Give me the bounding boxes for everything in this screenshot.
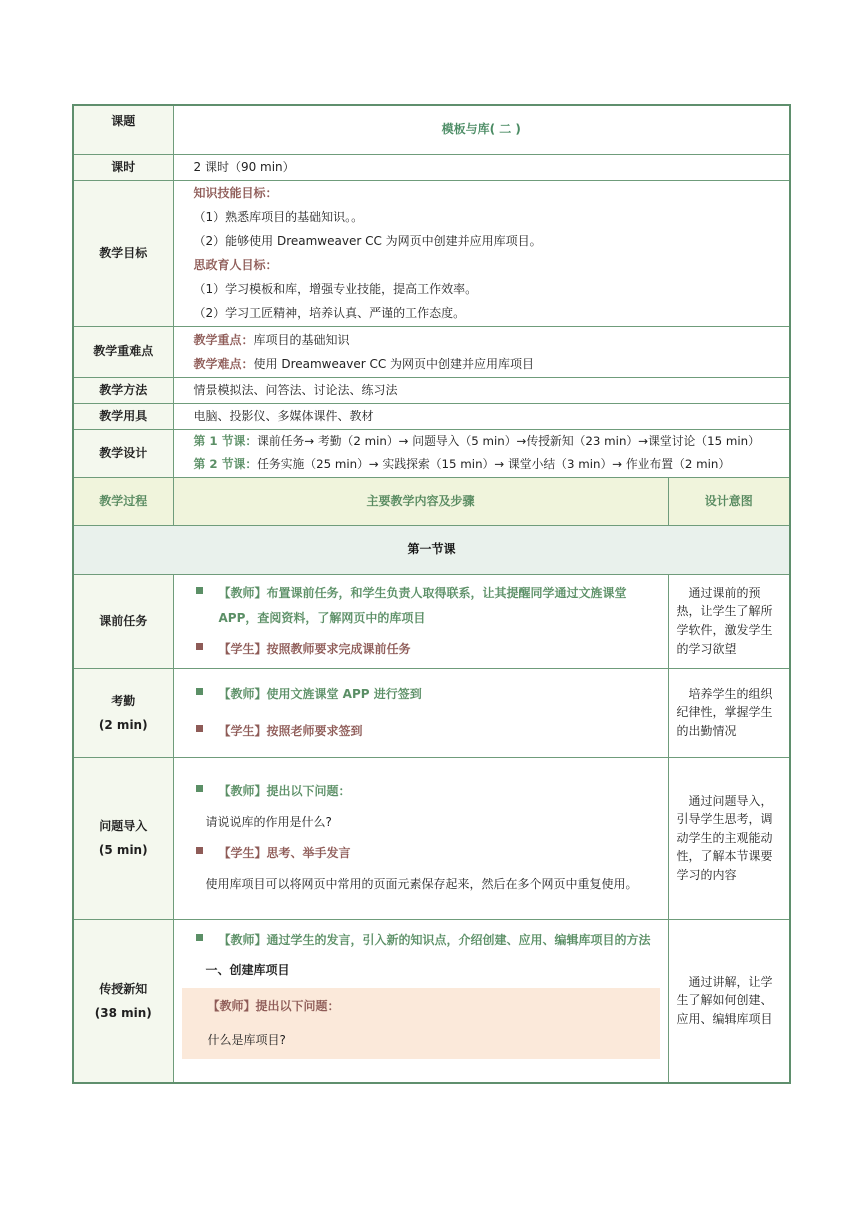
row-topic [73, 105, 790, 154]
row-goals [73, 180, 790, 326]
row-tools [73, 403, 790, 429]
goals-content [173, 180, 790, 326]
bullet-square-icon [196, 643, 203, 650]
bullet-square-icon [196, 847, 203, 854]
page-title: 模板与库( 二 ) [173, 105, 790, 154]
key-label: 教学重点： [193, 332, 254, 347]
tools-value: 电脑、投影仪、多媒体课件、教材 [173, 403, 790, 429]
section-title: 第一节课 [73, 525, 790, 574]
pretask-content [173, 574, 668, 668]
row-intro [73, 757, 790, 919]
attendance-content [173, 668, 668, 757]
topic-label: 课题 [73, 105, 173, 154]
newknow-subheading: 一、创建库项目 [205, 962, 290, 977]
hours-label: 课时 [73, 154, 173, 180]
intro-teacher: 【教师】提出以下问题： [218, 784, 351, 798]
lesson1-text: 课前任务→ 考勤（2 min）→ 问题导入（5 min）→传授新知（23 min）→课堂讨论（15 min） [257, 434, 760, 448]
row-methods [73, 377, 790, 403]
pretask-intent: 通过课前的预热，让学生了解所学软件，激发学生的学习欲望 [668, 574, 790, 668]
newknow-duration: (38 min) [94, 1005, 152, 1020]
design-label: 教学设计 [73, 429, 173, 477]
goals-label: 教学目标 [73, 180, 173, 326]
newknow-content [173, 919, 668, 1083]
lesson2-label: 第 2 节课： [193, 457, 258, 471]
hours-value: 2 课时（90 min） [173, 154, 790, 180]
design-content [173, 429, 790, 477]
intro-content [173, 757, 668, 919]
newknow-teacher: 【教师】通过学生的发言，引入新的知识点，介绍创建、应用、编辑库项目的方法 [218, 932, 651, 947]
process-header-col3: 设计意图 [668, 477, 790, 525]
intro-label-cell [73, 757, 173, 919]
intro-duration: (5 min) [98, 843, 148, 857]
question-box [182, 988, 660, 1059]
intro-answer: 使用库项目可以将网页中常用的页面元素保存起来，然后在多个网页中重复使用。 [205, 877, 638, 891]
pretask-student: 【学生】按照教师要求完成课前任务 [218, 641, 411, 656]
attendance-teacher: 【教师】使用文旌课堂 APP 进行签到 [218, 686, 422, 701]
box-teacher: 【教师】提出以下问题： [207, 998, 340, 1013]
methods-label: 教学方法 [73, 377, 173, 403]
bullet-square-icon [196, 688, 203, 695]
process-header-row [73, 477, 790, 525]
difficulty-label: 教学难点： [193, 356, 254, 371]
attendance-student: 【学生】按照老师要求签到 [218, 723, 363, 738]
attendance-duration: (2 min) [98, 717, 148, 732]
lesson1-label: 第 1 节课： [193, 434, 258, 448]
newknow-label-cell [73, 919, 173, 1083]
row-hours [73, 154, 790, 180]
pretask-label: 课前任务 [73, 574, 173, 668]
intro-question: 请说说库的作用是什么? [205, 815, 332, 829]
row-design [73, 429, 790, 477]
attendance-intent: 培养学生的组织纪律性，掌握学生的出勤情况 [668, 668, 790, 757]
bullet-square-icon [196, 785, 203, 792]
pretask-teacher: 【教师】布置课前任务，和学生负责人取得联系，让其提醒同学通过文旌课堂 APP，查阅资料，了解网页中的库项目 [218, 585, 627, 625]
keypoints-content [173, 326, 790, 377]
intro-intent: 通过问题导入，引导学生思考，调动学生的主观能动性，了解本节课要学习的内容 [668, 757, 790, 919]
goal-ideology-heading: 思政育人目标： [193, 258, 278, 272]
lesson2-text: 任务实施（25 min）→ 实践探索（15 min）→ 课堂小结（3 min）→ 作业布置（2 min） [257, 457, 731, 471]
row-newknow [73, 919, 790, 1083]
row-attendance [73, 668, 790, 757]
key-text: 库项目的基础知识 [253, 332, 350, 347]
goal-ideology-2: （2）学习工匠精神，培养认真、严谨的工作态度。 [193, 306, 466, 320]
intro-student: 【学生】思考、举手发言 [218, 846, 351, 860]
bullet-square-icon [196, 587, 203, 594]
bullet-square-icon [196, 934, 203, 941]
box-question: 什么是库项目? [207, 1032, 286, 1047]
newknow-label: 传授新知 [99, 981, 148, 996]
intro-label: 问题导入 [99, 819, 148, 833]
difficulty-text: 使用 Dreamweaver CC 为网页中创建并应用库项目 [253, 356, 535, 371]
process-header-col1: 教学过程 [73, 477, 173, 525]
methods-value: 情景模拟法、问答法、讨论法、练习法 [173, 377, 790, 403]
keypoints-label: 教学重难点 [73, 326, 173, 377]
tools-label: 教学用具 [73, 403, 173, 429]
newknow-intent: 通过讲解，让学生了解如何创建、应用、编辑库项目 [668, 919, 790, 1083]
goal-ideology-1: （1）学习模板和库，增强专业技能，提高工作效率。 [193, 282, 478, 296]
section-row [73, 525, 790, 574]
bullet-square-icon [196, 725, 203, 732]
attendance-label-cell [73, 668, 173, 757]
lesson-plan-table [72, 104, 791, 1084]
goal-knowledge-2: （2）能够使用 Dreamweaver CC 为网页中创建并应用库项目。 [193, 234, 542, 248]
attendance-label: 考勤 [111, 693, 136, 708]
row-pretask [73, 574, 790, 668]
goal-knowledge-heading: 知识技能目标： [193, 186, 278, 200]
goal-knowledge-1: （1）熟悉库项目的基础知识。。 [193, 210, 364, 224]
row-keypoints [73, 326, 790, 377]
process-header-col2: 主要教学内容及步骤 [173, 477, 668, 525]
